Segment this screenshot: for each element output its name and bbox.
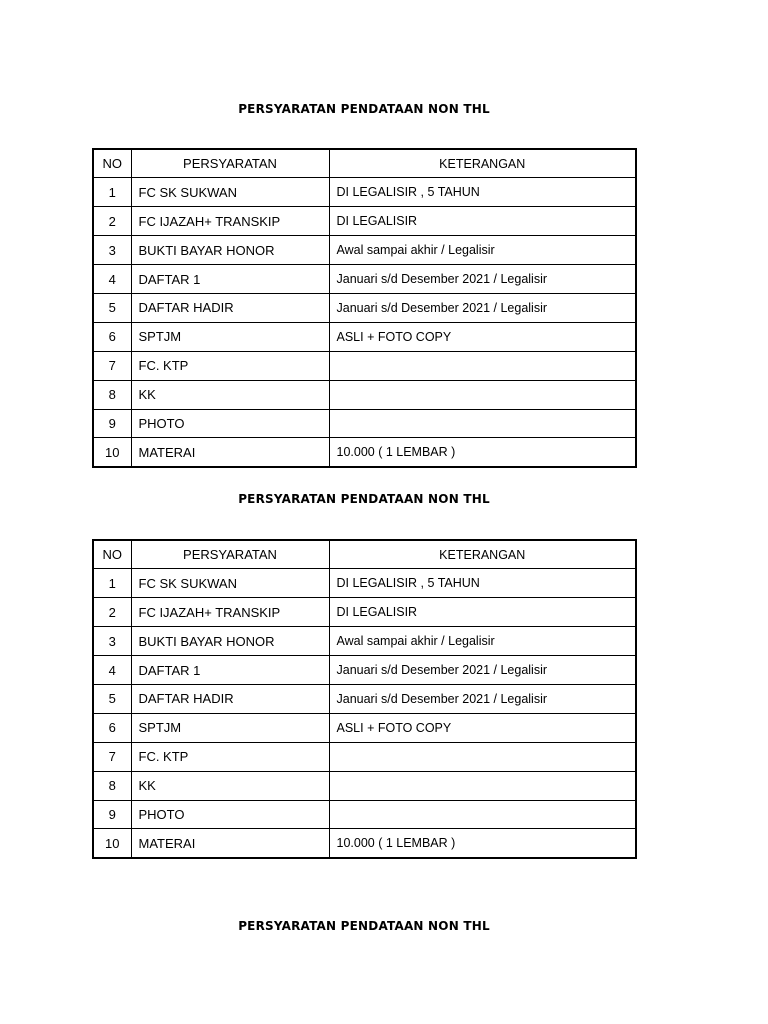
- requirement-cell: KK: [131, 771, 329, 800]
- table-row: [93, 800, 636, 829]
- section-3-title: PERSYARATAN PENDATAAN NON THL: [238, 919, 490, 933]
- table-row: [93, 293, 636, 322]
- requirement-cell: FC IJAZAH+ TRANSKIP: [131, 598, 329, 627]
- requirement-cell: SPTJM: [131, 322, 329, 351]
- row-number: 10: [93, 438, 131, 467]
- requirement-cell: MATERAI: [131, 438, 329, 467]
- table-row: [93, 569, 636, 598]
- note-cell: Januari s/d Desember 2021 / Legalisir: [329, 656, 636, 685]
- table-row: [93, 351, 636, 380]
- table-row: [93, 684, 636, 713]
- note-cell: [329, 351, 636, 380]
- section-1-table: [92, 148, 637, 468]
- row-number: 4: [93, 265, 131, 294]
- note-cell: [329, 800, 636, 829]
- row-number: 8: [93, 380, 131, 409]
- requirement-cell: BUKTI BAYAR HONOR: [131, 627, 329, 656]
- note-cell: 10.000 ( 1 LEMBAR ): [329, 829, 636, 858]
- column-header: NO: [93, 149, 131, 178]
- note-cell: DI LEGALISIR: [329, 207, 636, 236]
- row-number: 2: [93, 598, 131, 627]
- note-cell: 10.000 ( 1 LEMBAR ): [329, 438, 636, 467]
- table-row: [93, 236, 636, 265]
- requirement-cell: FC. KTP: [131, 742, 329, 771]
- note-cell: DI LEGALISIR , 5 TAHUN: [329, 569, 636, 598]
- column-header: PERSYARATAN: [131, 540, 329, 569]
- row-number: 5: [93, 684, 131, 713]
- requirement-cell: BUKTI BAYAR HONOR: [131, 236, 329, 265]
- row-number: 7: [93, 742, 131, 771]
- row-number: 3: [93, 236, 131, 265]
- table-row: [93, 322, 636, 351]
- requirement-cell: DAFTAR HADIR: [131, 293, 329, 322]
- section-2-title: PERSYARATAN PENDATAAN NON THL: [238, 492, 490, 506]
- table-row: [93, 380, 636, 409]
- requirement-cell: MATERAI: [131, 829, 329, 858]
- section-1-title: PERSYARATAN PENDATAAN NON THL: [238, 102, 490, 116]
- row-number: 3: [93, 627, 131, 656]
- requirement-cell: DAFTAR 1: [131, 265, 329, 294]
- row-number: 9: [93, 409, 131, 438]
- table-row: [93, 742, 636, 771]
- column-header: KETERANGAN: [329, 540, 636, 569]
- note-cell: Januari s/d Desember 2021 / Legalisir: [329, 293, 636, 322]
- note-cell: [329, 380, 636, 409]
- note-cell: ASLI + FOTO COPY: [329, 322, 636, 351]
- row-number: 1: [93, 178, 131, 207]
- table-row: [93, 713, 636, 742]
- note-cell: ASLI + FOTO COPY: [329, 713, 636, 742]
- note-cell: Januari s/d Desember 2021 / Legalisir: [329, 265, 636, 294]
- row-number: 10: [93, 829, 131, 858]
- note-cell: [329, 771, 636, 800]
- requirement-cell: PHOTO: [131, 409, 329, 438]
- table-row: [93, 627, 636, 656]
- table-row: [93, 409, 636, 438]
- table-row: [93, 829, 636, 858]
- row-number: 9: [93, 800, 131, 829]
- requirement-cell: PHOTO: [131, 800, 329, 829]
- row-number: 6: [93, 322, 131, 351]
- row-number: 4: [93, 656, 131, 685]
- table-row: [93, 656, 636, 685]
- row-number: 7: [93, 351, 131, 380]
- requirement-cell: DAFTAR HADIR: [131, 684, 329, 713]
- note-cell: Awal sampai akhir / Legalisir: [329, 236, 636, 265]
- note-cell: [329, 409, 636, 438]
- requirement-cell: FC IJAZAH+ TRANSKIP: [131, 207, 329, 236]
- requirement-cell: FC SK SUKWAN: [131, 178, 329, 207]
- row-number: 8: [93, 771, 131, 800]
- table-header-row: [93, 149, 636, 178]
- table-row: [93, 207, 636, 236]
- table-row: [93, 771, 636, 800]
- column-header: PERSYARATAN: [131, 149, 329, 178]
- note-cell: [329, 742, 636, 771]
- column-header: KETERANGAN: [329, 149, 636, 178]
- row-number: 5: [93, 293, 131, 322]
- note-cell: Awal sampai akhir / Legalisir: [329, 627, 636, 656]
- requirement-cell: SPTJM: [131, 713, 329, 742]
- note-cell: DI LEGALISIR , 5 TAHUN: [329, 178, 636, 207]
- requirement-cell: FC. KTP: [131, 351, 329, 380]
- row-number: 2: [93, 207, 131, 236]
- requirement-cell: KK: [131, 380, 329, 409]
- table-row: [93, 265, 636, 294]
- column-header: NO: [93, 540, 131, 569]
- section-2-table: [92, 539, 637, 859]
- table-row: [93, 598, 636, 627]
- row-number: 6: [93, 713, 131, 742]
- table-row: [93, 438, 636, 467]
- requirement-cell: DAFTAR 1: [131, 656, 329, 685]
- table-row: [93, 178, 636, 207]
- requirement-cell: FC SK SUKWAN: [131, 569, 329, 598]
- table-header-row: [93, 540, 636, 569]
- note-cell: DI LEGALISIR: [329, 598, 636, 627]
- note-cell: Januari s/d Desember 2021 / Legalisir: [329, 684, 636, 713]
- row-number: 1: [93, 569, 131, 598]
